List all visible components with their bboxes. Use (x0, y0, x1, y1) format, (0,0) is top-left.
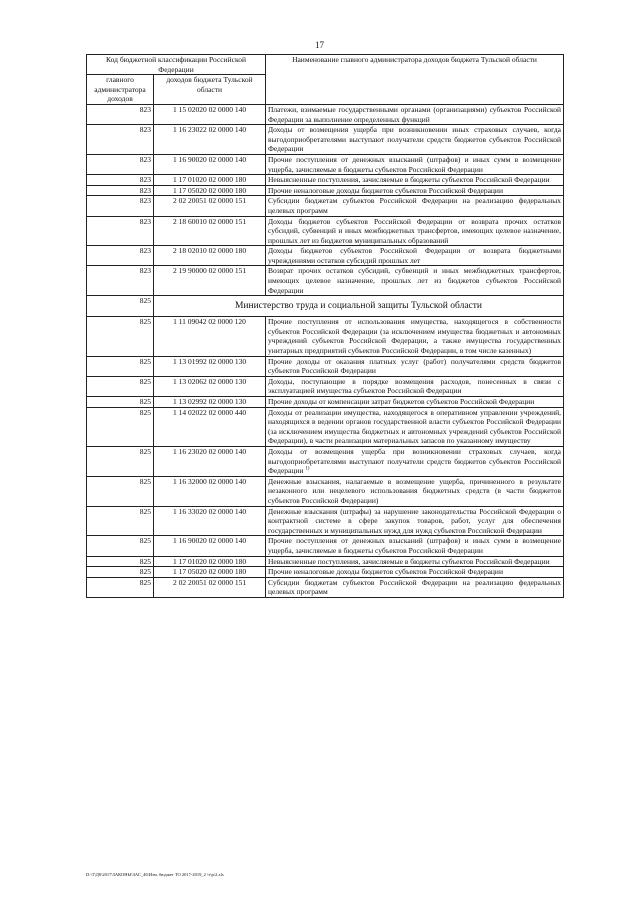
income-name-cell (266, 506, 564, 536)
table-row (87, 356, 564, 376)
table-row (87, 397, 564, 408)
income-code-cell: 1 16 32000 02 0000 140 (154, 476, 266, 506)
income-name-cell (266, 397, 564, 408)
administrator-code-cell: 823 (87, 266, 154, 296)
administrator-code-cell: 825 (87, 376, 154, 396)
section-title-cell: Министерство труда и социальной защиты Тульской области (154, 296, 564, 317)
income-code-cell: 1 17 01020 02 0000 180 (154, 556, 266, 567)
administrator-code-cell: 825 (87, 446, 154, 476)
income-name-cell (266, 196, 564, 216)
income-name-cell (266, 567, 564, 578)
administrator-code-cell: 825 (87, 397, 154, 408)
income-name-text: Доходы от возмещения ущерба при возникновении страховых случаев, когда выгодоприобретателями выступают получатели средств бюджетов субъектов Российской Федерации (268, 446, 561, 476)
income-code-cell: 1 16 33020 02 0000 140 (154, 506, 266, 536)
administrator-code-cell: 823 (87, 196, 154, 216)
budget-classification-table (86, 54, 564, 598)
income-name-cell (266, 317, 564, 356)
income-name-cell (266, 185, 564, 196)
administrator-code-cell: 825 (87, 317, 154, 356)
income-name-text: Денежные взыскания (штрафы) за нарушение законодательства Российской Федерации о контрактной системе в сфере закупок товаров, работ, услуг для обеспечения государственных и муниципальных нужд для нужд субъектов Российской Федерации (268, 506, 561, 535)
income-name-text: Субсидии бюджетам субъектов Российской Федерации на реализацию федеральных целевых программ (268, 577, 561, 597)
income-code-cell: 1 17 05020 02 0000 180 (154, 567, 266, 578)
table-row (87, 216, 564, 246)
administrator-code-cell: 825 (87, 536, 154, 556)
income-name-cell (266, 356, 564, 376)
administrator-code-cell: 823 (87, 104, 154, 124)
income-name-cell (266, 175, 564, 186)
income-name-text: Прочие неналоговые доходы бюджетов субъектов Российской Федерации (268, 185, 503, 195)
table-row (87, 376, 564, 396)
table-row (87, 476, 564, 506)
income-code-cell: 2 18 60010 02 0000 151 (154, 216, 266, 246)
table-row (87, 556, 564, 567)
header-classification-code: Код бюджетной классификации Российской Федерации (87, 55, 266, 75)
income-code-cell: 1 13 02992 02 0000 130 (154, 397, 266, 408)
administrator-code-cell: 825 (87, 476, 154, 506)
income-code-cell: 1 13 01992 02 0000 130 (154, 356, 266, 376)
table-row (87, 536, 564, 556)
income-code-cell: 2 02 20051 02 0000 151 (154, 577, 266, 597)
administrator-code-cell: 825 (87, 556, 154, 567)
header-budget-income: доходов бюджета Тульской области (154, 75, 266, 105)
table-body (87, 104, 564, 597)
income-name-cell (266, 266, 564, 296)
section-header-row (87, 296, 564, 317)
income-code-cell: 1 15 02020 02 0000 140 (154, 104, 266, 124)
income-name-text: Невыясненные поступления, зачисляемые в бюджеты субъектов Российской Федерации (268, 556, 550, 566)
income-name-text: Прочие доходы от компенсации затрат бюджетов субъектов Российской Федерации (268, 397, 535, 406)
income-name-cell (266, 216, 564, 246)
administrator-code-cell: 823 (87, 185, 154, 196)
income-name-text: Прочие поступления от денежных взысканий (штрафов) и иных сумм в возмещение ущерба, зачисляемые в бюджеты субъектов Российской Федерации (268, 154, 561, 174)
footnote-marker: 1) (305, 466, 310, 472)
table-row (87, 567, 564, 578)
administrator-code-cell: 825 (87, 296, 154, 317)
income-name-text: Возврат прочих остатков субсидий, субвенций и иных межбюджетных трансфертов, имеющих целевое назначение, прошлых лет из бюджетов субъектов Российской Федерации (268, 266, 561, 295)
table-row (87, 246, 564, 266)
income-name-cell (266, 476, 564, 506)
income-name-cell (266, 577, 564, 597)
income-code-cell: 2 02 20051 02 0000 151 (154, 196, 266, 216)
header-main-administrator: главного администратора доходов (87, 75, 154, 105)
administrator-code-cell: 825 (87, 506, 154, 536)
income-name-text: Доходы от реализации имущества, находящегося в оперативном управлении учреждений, находящихся в ведении органов государственной власти субъектов Российской Федерации (за исключением имущества бюджетных и автономных учреждений субъектов Российской Федерации), в части реализации материальных запасов по указанному имуществу (268, 407, 561, 446)
administrator-code-cell: 825 (87, 407, 154, 446)
income-name-text: Платежи, взимаемые государственными органами (организациями) субъектов Российской Федерации за выполнение определенных функций (268, 104, 561, 124)
file-path-footer: D:\T\Д0\2017\ЗАКОНЫ\ЗАС_46\Изм. бюджет ТО 2017-2019_2 \т\р\2.xls (86, 872, 224, 877)
income-name-cell (266, 246, 564, 266)
income-name-cell (266, 556, 564, 567)
header-administrator-name: Наименование главного администратора доходов бюджета Тульской области (266, 55, 564, 105)
income-name-text: Невыясненные поступления, зачисляемые в бюджеты субъектов Российской Федерации (268, 175, 550, 185)
page-number: 17 (315, 40, 324, 50)
table-row (87, 125, 564, 155)
income-name-cell (266, 125, 564, 155)
income-code-cell: 1 16 23020 02 0000 140 (154, 446, 266, 476)
income-name-cell (266, 154, 564, 174)
income-name-cell (266, 376, 564, 396)
table-row (87, 266, 564, 296)
income-name-cell (266, 536, 564, 556)
table-row (87, 577, 564, 597)
income-name-text: Доходы бюджетов субъектов Российской Федерации от возврата прочих остатков субсидий, субвенций и иных межбюджетных трансфертов, имеющих целевое назначение, прошлых лет из бюджетов муниципальных образований (268, 216, 561, 245)
table-row (87, 196, 564, 216)
income-name-text: Субсидии бюджетам субъектов Российской Федерации на реализацию федеральных целевых программ (268, 196, 561, 215)
administrator-code-cell: 823 (87, 125, 154, 155)
income-code-cell: 2 19 90000 02 0000 151 (154, 266, 266, 296)
table-row (87, 175, 564, 186)
table-row (87, 104, 564, 124)
income-code-cell: 1 13 02062 02 0000 130 (154, 376, 266, 396)
income-code-cell: 1 17 01020 02 0000 180 (154, 175, 266, 186)
table-row (87, 446, 564, 476)
income-name-text: Прочие поступления от денежных взысканий (штрафов) и иных сумм в возмещение ущерба, зачисляемые в бюджеты субъектов Российской Федерации (268, 536, 561, 555)
income-name-cell (266, 104, 564, 124)
income-code-cell: 1 16 90020 02 0000 140 (154, 536, 266, 556)
income-code-cell: 1 16 90020 02 0000 140 (154, 154, 266, 174)
income-name-text: Прочие поступления от использования имущества, находящегося в собственности субъектов Российской Федерации (за исключением имущества бюджетных и автономных учреждений субъектов Российской Федерации, а также имущества государственных унитарных предприятий субъектов Российской Федерации, в том числе казенных) (268, 317, 561, 356)
table-row (87, 407, 564, 446)
income-code-cell: 1 16 23022 02 0000 140 (154, 125, 266, 155)
income-name-text: Доходы от возмещения ущерба при возникновении иных страховых случаев, когда выгодоприобретателями выступают получатели средств бюджетов субъектов Российской Федерации (268, 125, 561, 154)
table-row (87, 154, 564, 174)
income-code-cell: 1 17 05020 02 0000 180 (154, 185, 266, 196)
table-row (87, 185, 564, 196)
administrator-code-cell: 823 (87, 246, 154, 266)
administrator-code-cell: 825 (87, 577, 154, 597)
income-code-cell: 2 18 02010 02 0000 180 (154, 246, 266, 266)
income-name-text: Доходы бюджетов субъектов Российской Федерации от возврата бюджетными учреждениями остатков субсидий прошлых лет (268, 246, 561, 265)
income-code-cell: 1 14 02022 02 0000 440 (154, 407, 266, 446)
income-code-cell: 1 11 09042 02 0000 120 (154, 317, 266, 356)
income-name-text: Денежные взыскания, налагаемые в возмещение ущерба, причиненного в результате незаконного или нецелевого использования бюджетных средств (в части бюджетов субъектов Российской Федерации) (268, 476, 561, 505)
income-name-cell (266, 446, 564, 476)
income-name-text: Прочие доходы от оказания платных услуг (работ) получателями средств бюджетов субъектов Российской Федерации (268, 356, 561, 376)
administrator-code-cell: 823 (87, 175, 154, 186)
administrator-code-cell: 823 (87, 216, 154, 246)
income-name-cell (266, 407, 564, 446)
administrator-code-cell: 823 (87, 154, 154, 174)
administrator-code-cell: 825 (87, 356, 154, 376)
administrator-code-cell: 825 (87, 567, 154, 578)
income-name-text: Доходы, поступающие в порядке возмещения расходов, понесенных в связи с эксплуатацией имущества субъектов Российской Федерации (268, 376, 561, 396)
table-row (87, 506, 564, 536)
income-name-text: Прочие неналоговые доходы бюджетов субъектов Российской Федерации (268, 567, 503, 577)
table-row (87, 317, 564, 356)
